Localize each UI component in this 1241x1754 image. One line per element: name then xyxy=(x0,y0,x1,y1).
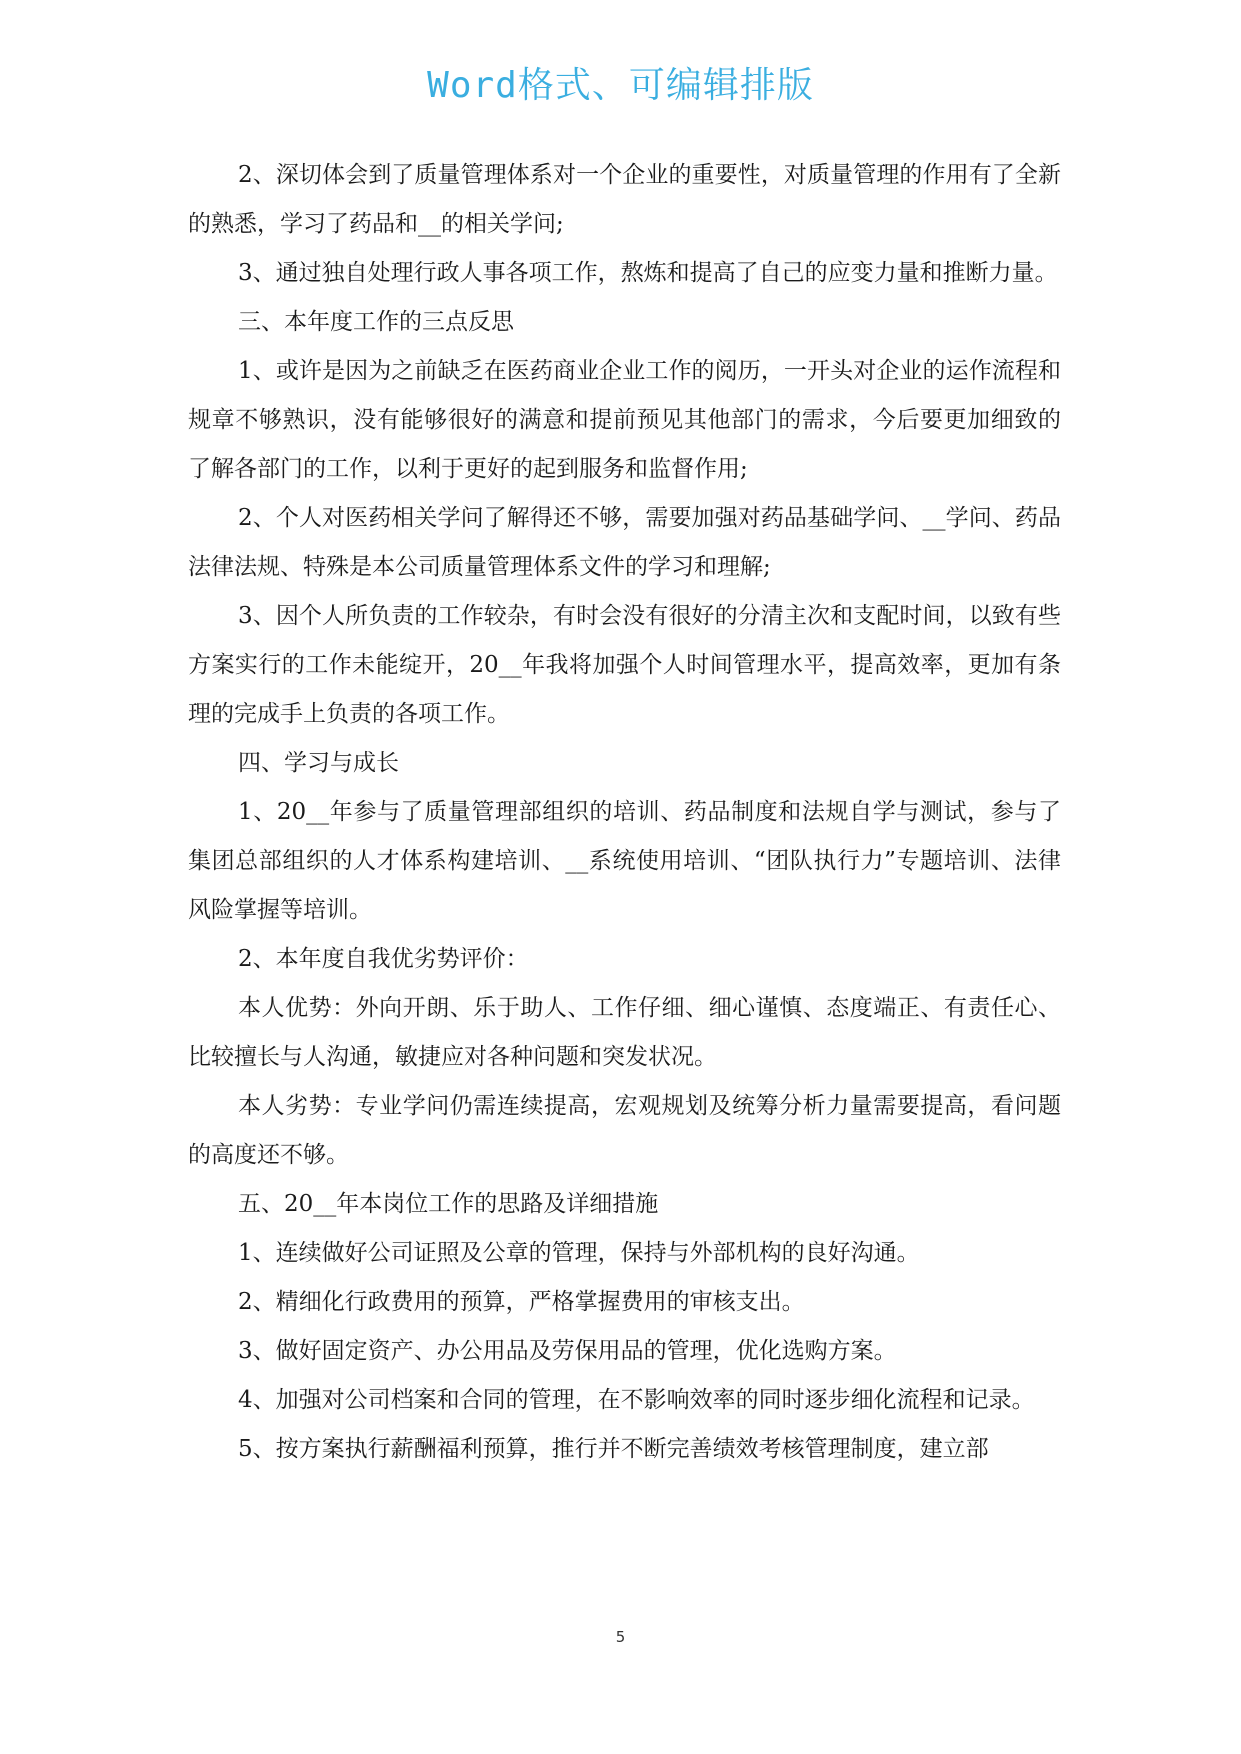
paragraph: 5、按方案执行薪酬福利预算，推行并不断完善绩效考核管理制度，建立部 xyxy=(238,1436,989,1462)
paragraph: 1、20__年参与了质量管理部组织的培训、药品制度和法规自学与测试，参与了集团总部组织的人才体系构建培训、__系统使用培训、“团队执行力”专题培训、法律风险掌握等培训。 xyxy=(188,799,1061,923)
paragraph: 2、精细化行政费用的预算，严格掌握费用的审核支出。 xyxy=(238,1289,805,1315)
document-body xyxy=(188,151,1061,1474)
section-heading: 四、学习与成长 xyxy=(238,750,399,776)
paragraph: 3、通过独自处理行政人事各项工作，熬炼和提高了自己的应变力量和推断力量。 xyxy=(238,260,1058,286)
paragraph: 3、做好固定资产、办公用品及劳保用品的管理，优化选购方案。 xyxy=(238,1338,897,1364)
paragraph: 本人劣势：专业学问仍需连续提高，宏观规划及统筹分析力量需要提高，看问题的高度还不够。 xyxy=(188,1093,1061,1168)
section-heading: 三、本年度工作的三点反思 xyxy=(238,309,514,335)
paragraph: 1、或许是因为之前缺乏在医药商业企业工作的阅历，一开头对企业的运作流程和规章不够熟识，没有能够很好的满意和提前预见其他部门的需求，今后要更加细致的了解各部门的工作，以利于更好的起到服务和监督作用; xyxy=(188,358,1061,482)
page-number: 5 xyxy=(615,1628,626,1646)
paragraph: 2、深切体会到了质量管理体系对一个企业的重要性，对质量管理的作用有了全新的熟悉，学习了药品和__的相关学问; xyxy=(188,162,1061,237)
paragraph: 2、个人对医药相关学问了解得还不够，需要加强对药品基础学问、__学问、药品法律法规、特殊是本公司质量管理体系文件的学习和理解; xyxy=(188,505,1061,580)
document-header-title: Word格式、可编辑排版 xyxy=(427,65,814,106)
paragraph: 1、连续做好公司证照及公章的管理，保持与外部机构的良好沟通。 xyxy=(238,1240,920,1266)
paragraph: 本人优势：外向开朗、乐于助人、工作仔细、细心谨慎、态度端正、有责任心、比较擅长与人沟通，敏捷应对各种问题和突发状况。 xyxy=(188,995,1061,1070)
section-heading: 五、20__年本岗位工作的思路及详细措施 xyxy=(238,1191,659,1217)
paragraph: 4、加强对公司档案和合同的管理，在不影响效率的同时逐步细化流程和记录。 xyxy=(238,1387,1035,1413)
paragraph: 3、因个人所负责的工作较杂，有时会没有很好的分清主次和支配时间，以致有些方案实行的工作未能绽开，20__年我将加强个人时间管理水平，提高效率，更加有条理的完成手上负责的各项工作。 xyxy=(188,603,1061,727)
paragraph: 2、本年度自我优劣势评价： xyxy=(238,946,529,972)
